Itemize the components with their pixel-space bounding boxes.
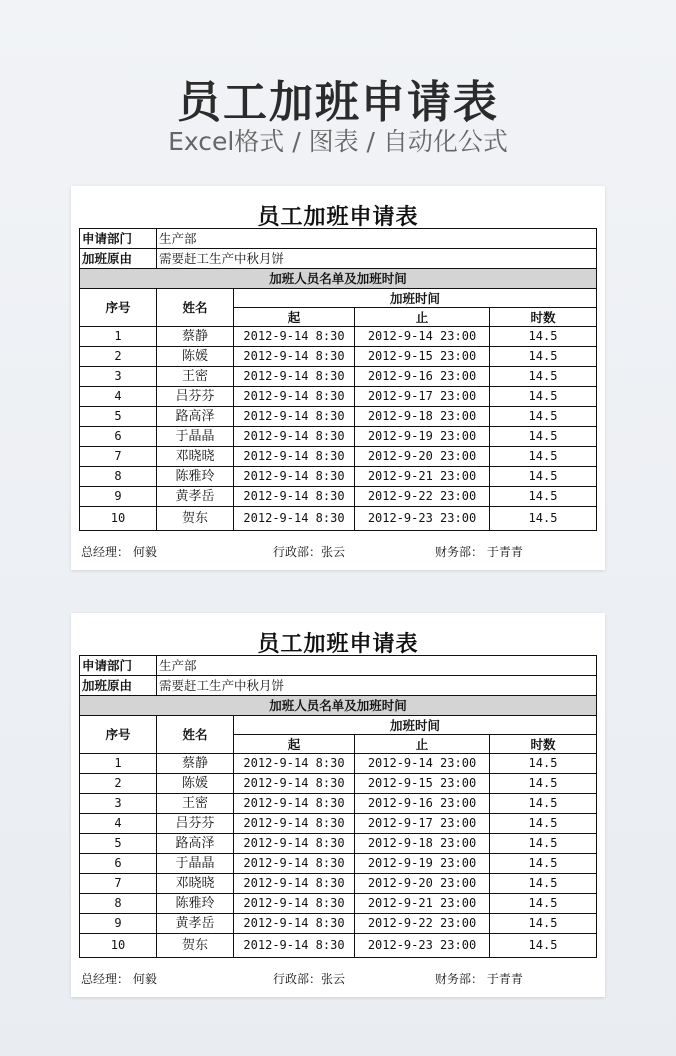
page-title: 员工加班申请表 — [177, 77, 499, 128]
row-name: 王密 — [157, 794, 234, 814]
overtime-table — [79, 228, 597, 531]
row-hours: 14.5 — [490, 427, 597, 447]
row-hours: 14.5 — [490, 447, 597, 467]
row-seq: 4 — [80, 387, 157, 407]
col-start-header: 起 — [234, 308, 355, 327]
row-start: 2012-9-14 8:30 — [234, 834, 355, 854]
row-hours: 14.5 — [490, 467, 597, 487]
footer-finance: 财务部： 于青青 — [435, 545, 523, 559]
table-row — [80, 327, 597, 347]
row-hours: 14.5 — [490, 774, 597, 794]
table-row — [80, 407, 597, 427]
row-end: 2012-9-18 23:00 — [355, 834, 490, 854]
form-sheet-2 — [71, 613, 605, 997]
reason-label: 加班原由 — [80, 249, 157, 269]
col-name-header: 姓名 — [157, 716, 234, 754]
row-start: 2012-9-14 8:30 — [234, 934, 355, 958]
table-row — [80, 427, 597, 447]
row-start: 2012-9-14 8:30 — [234, 327, 355, 347]
row-name: 吕芬芬 — [157, 814, 234, 834]
section-title: 加班人员名单及加班时间 — [80, 269, 597, 289]
footer-gm: 总经理： 何毅 — [81, 972, 157, 986]
row-name: 路高泽 — [157, 834, 234, 854]
col-end-header: 止 — [355, 308, 490, 327]
row-hours: 14.5 — [490, 754, 597, 774]
row-start: 2012-9-14 8:30 — [234, 914, 355, 934]
row-end: 2012-9-22 23:00 — [355, 487, 490, 507]
row-end: 2012-9-14 23:00 — [355, 754, 490, 774]
table-row — [80, 754, 597, 774]
row-seq: 4 — [80, 814, 157, 834]
page-subtitle: Excel格式 / 图表 / 自动化公式 — [168, 127, 508, 156]
row-name: 陈雅玲 — [157, 894, 234, 914]
table-row — [80, 854, 597, 874]
row-start: 2012-9-14 8:30 — [234, 427, 355, 447]
row-seq: 6 — [80, 427, 157, 447]
dept-value: 生产部 — [157, 229, 597, 249]
form-sheet-1 — [71, 186, 605, 570]
col-end-header: 止 — [355, 735, 490, 754]
sheet-title: 员工加班申请表 — [257, 631, 419, 657]
row-end: 2012-9-21 23:00 — [355, 467, 490, 487]
row-name: 吕芬芬 — [157, 387, 234, 407]
reason-label: 加班原由 — [80, 676, 157, 696]
row-end: 2012-9-22 23:00 — [355, 914, 490, 934]
row-seq: 3 — [80, 794, 157, 814]
row-hours: 14.5 — [490, 507, 597, 531]
row-end: 2012-9-21 23:00 — [355, 894, 490, 914]
row-hours: 14.5 — [490, 347, 597, 367]
row-seq: 8 — [80, 894, 157, 914]
row-start: 2012-9-14 8:30 — [234, 814, 355, 834]
table-row — [80, 894, 597, 914]
row-start: 2012-9-14 8:30 — [234, 367, 355, 387]
row-end: 2012-9-19 23:00 — [355, 854, 490, 874]
col-seq-header: 序号 — [80, 289, 157, 327]
overtime-table — [79, 655, 597, 958]
row-seq: 9 — [80, 487, 157, 507]
row-start: 2012-9-14 8:30 — [234, 894, 355, 914]
row-name: 陈媛 — [157, 774, 234, 794]
table-row — [80, 814, 597, 834]
row-start: 2012-9-14 8:30 — [234, 874, 355, 894]
row-end: 2012-9-20 23:00 — [355, 874, 490, 894]
row-name: 于晶晶 — [157, 854, 234, 874]
table-row — [80, 914, 597, 934]
row-seq: 7 — [80, 447, 157, 467]
row-start: 2012-9-14 8:30 — [234, 467, 355, 487]
row-end: 2012-9-20 23:00 — [355, 447, 490, 467]
col-overtime-header: 加班时间 — [234, 716, 597, 735]
row-end: 2012-9-23 23:00 — [355, 507, 490, 531]
row-name: 黄孝岳 — [157, 487, 234, 507]
row-end: 2012-9-17 23:00 — [355, 387, 490, 407]
row-end: 2012-9-23 23:00 — [355, 934, 490, 958]
row-hours: 14.5 — [490, 794, 597, 814]
row-start: 2012-9-14 8:30 — [234, 854, 355, 874]
table-row — [80, 367, 597, 387]
table-row — [80, 774, 597, 794]
row-end: 2012-9-19 23:00 — [355, 427, 490, 447]
section-title: 加班人员名单及加班时间 — [80, 696, 597, 716]
sheet-title: 员工加班申请表 — [257, 204, 419, 230]
row-hours: 14.5 — [490, 834, 597, 854]
row-name: 于晶晶 — [157, 427, 234, 447]
row-name: 蔡静 — [157, 327, 234, 347]
footer-admin: 行政部：张云 — [273, 545, 346, 559]
row-name: 蔡静 — [157, 754, 234, 774]
col-seq-header: 序号 — [80, 716, 157, 754]
row-start: 2012-9-14 8:30 — [234, 407, 355, 427]
footer-admin: 行政部：张云 — [273, 972, 346, 986]
table-row — [80, 487, 597, 507]
table-row — [80, 447, 597, 467]
row-hours: 14.5 — [490, 814, 597, 834]
row-start: 2012-9-14 8:30 — [234, 794, 355, 814]
row-seq: 7 — [80, 874, 157, 894]
row-seq: 2 — [80, 774, 157, 794]
row-hours: 14.5 — [490, 894, 597, 914]
row-name: 贺东 — [157, 507, 234, 531]
table-row — [80, 467, 597, 487]
col-name-header: 姓名 — [157, 289, 234, 327]
row-end: 2012-9-15 23:00 — [355, 347, 490, 367]
row-seq: 8 — [80, 467, 157, 487]
row-end: 2012-9-18 23:00 — [355, 407, 490, 427]
row-name: 邓晓晓 — [157, 874, 234, 894]
row-start: 2012-9-14 8:30 — [234, 507, 355, 531]
row-hours: 14.5 — [490, 854, 597, 874]
dept-value: 生产部 — [157, 656, 597, 676]
col-overtime-header: 加班时间 — [234, 289, 597, 308]
table-row — [80, 794, 597, 814]
row-start: 2012-9-14 8:30 — [234, 387, 355, 407]
row-hours: 14.5 — [490, 874, 597, 894]
row-name: 黄孝岳 — [157, 914, 234, 934]
table-row — [80, 347, 597, 367]
row-hours: 14.5 — [490, 934, 597, 958]
row-name: 贺东 — [157, 934, 234, 958]
row-hours: 14.5 — [490, 387, 597, 407]
reason-value: 需要赶工生产中秋月饼 — [157, 676, 597, 696]
row-name: 陈媛 — [157, 347, 234, 367]
row-start: 2012-9-14 8:30 — [234, 754, 355, 774]
row-name: 陈雅玲 — [157, 467, 234, 487]
dept-label: 申请部门 — [80, 229, 157, 249]
row-seq: 9 — [80, 914, 157, 934]
col-start-header: 起 — [234, 735, 355, 754]
row-name: 王密 — [157, 367, 234, 387]
row-start: 2012-9-14 8:30 — [234, 774, 355, 794]
row-name: 邓晓晓 — [157, 447, 234, 467]
table-row — [80, 834, 597, 854]
row-hours: 14.5 — [490, 487, 597, 507]
row-start: 2012-9-14 8:30 — [234, 447, 355, 467]
footer-gm: 总经理： 何毅 — [81, 545, 157, 559]
table-row — [80, 874, 597, 894]
col-hours-header: 时数 — [490, 308, 597, 327]
row-seq: 5 — [80, 834, 157, 854]
row-seq: 10 — [80, 507, 157, 531]
row-end: 2012-9-16 23:00 — [355, 367, 490, 387]
row-end: 2012-9-14 23:00 — [355, 327, 490, 347]
table-row — [80, 934, 597, 958]
row-end: 2012-9-15 23:00 — [355, 774, 490, 794]
table-row — [80, 507, 597, 531]
row-end: 2012-9-17 23:00 — [355, 814, 490, 834]
row-hours: 14.5 — [490, 407, 597, 427]
row-end: 2012-9-16 23:00 — [355, 794, 490, 814]
col-hours-header: 时数 — [490, 735, 597, 754]
row-name: 路高泽 — [157, 407, 234, 427]
footer-finance: 财务部： 于青青 — [435, 972, 523, 986]
table-row — [80, 387, 597, 407]
dept-label: 申请部门 — [80, 656, 157, 676]
row-hours: 14.5 — [490, 367, 597, 387]
row-hours: 14.5 — [490, 914, 597, 934]
row-seq: 2 — [80, 347, 157, 367]
row-seq: 1 — [80, 754, 157, 774]
row-seq: 1 — [80, 327, 157, 347]
row-seq: 3 — [80, 367, 157, 387]
reason-value: 需要赶工生产中秋月饼 — [157, 249, 597, 269]
row-seq: 10 — [80, 934, 157, 958]
row-start: 2012-9-14 8:30 — [234, 347, 355, 367]
row-seq: 5 — [80, 407, 157, 427]
row-hours: 14.5 — [490, 327, 597, 347]
row-seq: 6 — [80, 854, 157, 874]
row-start: 2012-9-14 8:30 — [234, 487, 355, 507]
